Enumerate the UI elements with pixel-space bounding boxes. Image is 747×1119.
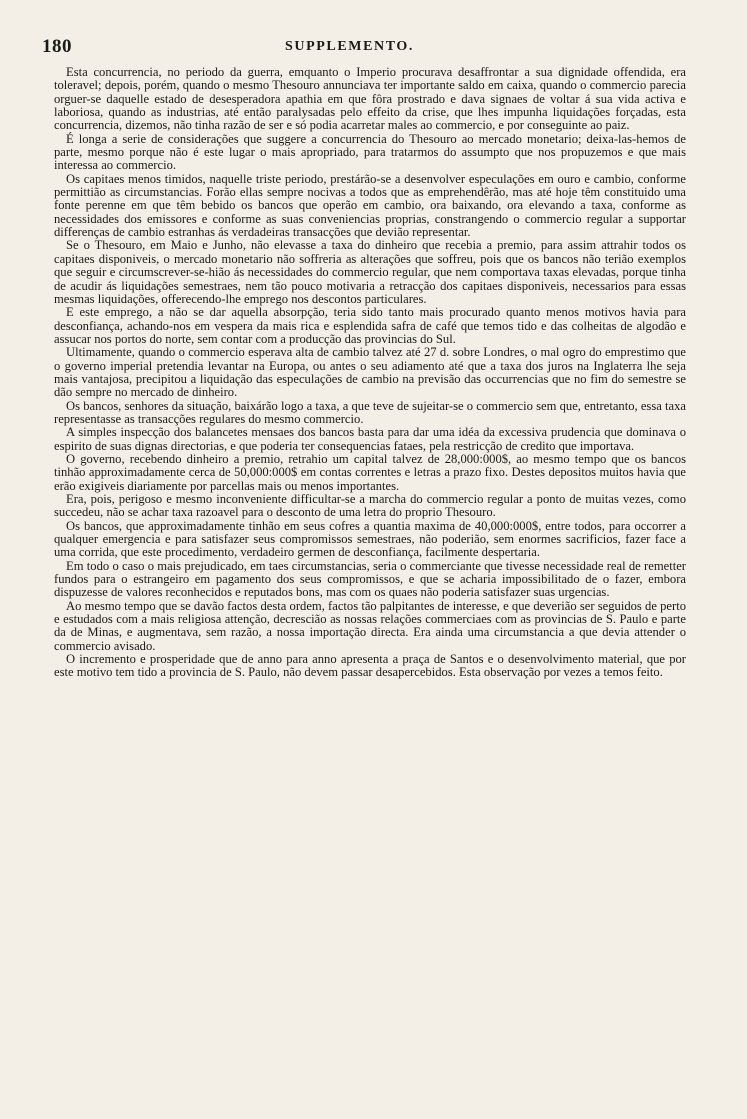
paragraph: O incremento e prosperidade que de anno para anno apresenta a praça de Santos e o desenvolvimento material, que por este motivo tem tido a provincia de S. Paulo, não devem passar desapercebidos. Esta observação por vezes a temos feito. bbox=[54, 652, 686, 680]
paragraph: Se o Thesouro, em Maio e Junho, não elevasse a taxa do dinheiro que recebia a premio, para assim attrahir todos os capitaes disponiveis, o mercado monetario não soffreria as alterações que soffreu, pois que os bancos não terião exemplos que seguir e circumscrever-se-hião ás necessidades do commercio regular, que nem comportava taxas elevadas, porque tinha de acudir ás liquidações semestraes, nem tão pouco motivaria a retracção dos capitaes disponiveis, necessarios para essas mesmas liquidações, offerecendo-lhe emprego nos descontos particulares. bbox=[54, 238, 686, 306]
running-title: SUPPLEMENTO. bbox=[285, 39, 415, 54]
paragraph: Os bancos, que approximadamente tinhão em seus cofres a quantia maxima de 40,000:000$, entre todos, para occorrer a qualquer emergencia e para satisfazer seus compromissos semestraes, não poderião, sem enormes sacrificios, fazer face a uma corrida, que este procedimento, verdadeiro germen de desconfiança, facilmente despertaria. bbox=[54, 518, 686, 560]
page-header bbox=[0, 36, 747, 60]
paragraph: O governo, recebendo dinheiro a premio, retrahio um capital talvez de 28,000:000$, ao mesmo tempo que os bancos tinhão approximadamente cerca de 50,000:000$ em contas correntes e letras a prazo fixo. Destes depositos muitos havia que erão exigiveis diariamente por parcellas mais ou menos importantes. bbox=[54, 451, 686, 493]
page-number: 180 bbox=[42, 36, 72, 57]
paragraph: Em todo o caso o mais prejudicado, em taes circumstancias, seria o commerciante que tivesse necessidade real de remetter fundos para o estrangeiro em pagamento dos seus compromissos, e que se acharia impossibilitado de o fazer, embora dispuzesse de valores reconhecidos e reputados bons, mas com os quaes não poderia satisfazer suas urgencias. bbox=[54, 558, 686, 600]
paragraph: A simples inspecção dos balancetes mensaes dos bancos basta para dar uma idéa da excessiva prudencia que dominava o espirito de suas dignas directorias, e que poderia ter consequencias fataes, pela restricção de credito que importava. bbox=[54, 425, 686, 453]
paragraph: Ultimamente, quando o commercio esperava alta de cambio talvez até 27 d. sobre Londres, o mal ogro do emprestimo que o governo imperial pretendia levantar na Europa, ou antes o seu adiamento até que a taxa dos juros na Inglaterra lhe seja mais vantajosa, precipitou a liquidação das especulações de cambio na previsão das occurrencias que no fim do semestre se dão sempre no mercado de dinheiro. bbox=[54, 345, 686, 400]
paragraph: Era, pois, perigoso e mesmo inconveniente difficultar-se a marcha do commercio regular a ponto de muitas vezes, como succedeu, não se achar taxa razoavel para o desconto de uma letra do proprio Thesouro. bbox=[54, 492, 686, 520]
paragraph: Esta concurrencia, no periodo da guerra, emquanto o Imperio procurava desaffrontar a sua dignidade offendida, era toleravel; depois, porém, quando o mesmo Thesouro annunciava ter importante saldo em caixa, quando o commercio parecia orguer-se daquelle estado de desesperadora apathia em que fôra prostrado e dava signaes de voltar á sua vida activa e laboriosa, quando as industrias, até então paralysadas pelo effeito da crise, que lhes impunha liquidações forçadas, esta concurrencia, dizemos, não tinha razão de ser e só podia acarretar males ao commercio, e por conseguinte ao paiz. bbox=[54, 65, 686, 133]
paragraph: Os capitaes menos timidos, naquelle triste periodo, prestárão-se a desenvolver especulações em ouro e cambio, conforme permittião as circumstancias. Forão ellas sempre nocivas a todos que as emprehendêrão, mas até hoje têm constituido uma fonte perenne em que têm bebido os bancos que operão em cambio, ora baixando, ora elevando a taxa, conforme as necessidades dos emissores e conforme as suas conveniencias proprias, constrangendo o commercio regular a supportar differenças de cambio estranhas ás verdadeiras transacções que devião representar. bbox=[54, 171, 686, 240]
paragraph: É longa a serie de considerações que suggere a concurrencia do Thesouro ao mercado monetario; deixa-las-hemos de parte, mesmo porque não é este lugar o mais apropriado, para tratarmos do assumpto que nos propuzemos e que mais interessa ao commercio. bbox=[54, 131, 686, 173]
paragraph: E este emprego, a não se dar aquella absorpção, teria sido tanto mais procurado quanto menos motivos havia para desconfiança, achando-nos em vespera da mais rica e esplendida safra de café que temos tido e das colheitas de algodão e assucar nos portos do norte, sem contar com a producção das provincias do Sul. bbox=[54, 305, 686, 346]
paragraph: Ao mesmo tempo que se davão factos desta ordem, factos tão palpitantes de interesse, e que deverião ser seguidos de perto e estudados com a mais religiosa attenção, decrescião as nossas relações commerciaes com as provincias de S. Paulo e parte da de Minas, e augmentava, sem razão, a nossa importação directa. Era ainda uma circumstancia a que devia attender o commercio avisado. bbox=[54, 598, 686, 653]
paragraph: Os bancos, senhores da situação, baixárão logo a taxa, a que teve de sujeitar-se o commercio sem que, entretanto, essa taxa representasse as transacções regulares do mesmo commercio. bbox=[54, 398, 686, 426]
body-text bbox=[54, 66, 686, 680]
